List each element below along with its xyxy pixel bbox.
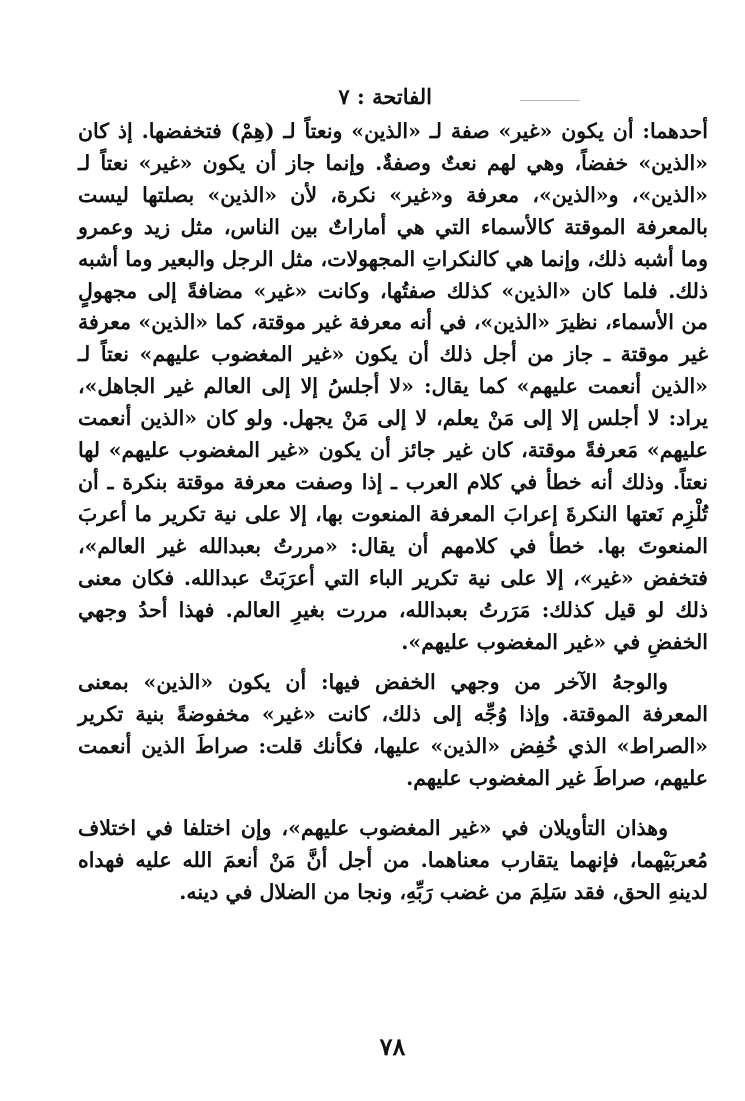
page-footer — [0, 1032, 745, 1061]
page-header — [80, 84, 680, 114]
page-body — [78, 116, 708, 909]
paragraph-conclusion: وهذان التأويلان في «غير المغضوب عليهم»، وإن اختلفا في اختلاف مُعربَيْهما، فإنهما يتقارب معناهما. من أجل أنَّ مَنْ أنعمَ الله عليه فهداه لدينهِ الحق، فقد سَلِمَ من غضب رَبِّهِ، ونجا من الضلال في دينه. — [78, 816, 708, 904]
header-divider — [520, 100, 580, 101]
page-number: ٧٨ — [379, 1032, 406, 1061]
running-title: الفاتحة : ٧ — [338, 84, 432, 109]
paragraph-second-reading: والوجهُ الآخر من وجهي الخفض فيها: أن يكون «الذين» بمعنى المعرفة الموقتة. وإذا وُجِّه إلى ذلك، كانت «غير» مخفوضةً بنية تكرير «الصراط» الذي خُفِض «الذين» عليها، فكأنك قلت: صراطَ الذين أنعمت عليهم، صراطَ غير المغضوب عليهم. — [78, 670, 708, 791]
paragraph-first-reading: أحدهما: أن يكون «غير» صفة لـ «الذين» ونعتاً لـ (هِمْ) فتخفضها. إذ كان «الذين» خفضاً، وهي لهم نعتٌ وصفةٌ. وإنما جاز أن يكون «غير» نعتاً لـ «الذين»، و«الذين»، معرفة و«غير» نكرة، لأن «الذين» بصلتها ليست بالمعرفة الموقتة كالأسماء التي هي أماراتٌ بين الناس، مثل زيد وعمرو وما أشبه ذلك، وإنما هي كالنكراتِ المجهولات، مثل الرجل والبعير وما أشبه ذلك. فلما كان «الذين» كذلك صفتُها، وكانت «غير» مضافةً إلى مجهولٍ من الأسماء، نظيرَ «الذين»، في أنه معرفة غير موقتة، كما «الذين» معرفة غير موقتة ـ جاز من أجل ذلك أن يكون «غير المغضوب عليهم» نعتاً لـ «الذين أنعمت عليهم» كما يقال: «لا أجلسُ إلا إلى العالم غير الجاهل»، يراد: لا أجلس إلا إلى مَنْ يعلم، لا إلى مَنْ يجهل. ولو كان «الذين أنعمت عليهم» مَعرفةً موقتة، كان غير جائز أن يكون «غير المغضوب عليهم» لها نعتاً. وذلك أنه خطأ في كلام العرب ـ إذا وصفت معرفة موقتة بنكرة ـ أن تُلْزِم نَعتها النكرةَ إعرابَ المعرفة المنعوت بها، إلا على نية تكرير ما أعربَ المنعوتَ بها. خطأ في كلامهم أن يقال: «مررتُ بعبدالله غير العالم»، فتخفض «غير»، إلا على نية تكرير الباء التي أعرَبَتْ عبدالله. فكان معنى ذلك لو قيل كذلك: مَرَرتُ بعبدالله، مررت بغيرِ العالم. فهذا أحدُ وجهي الخفضِ في «غير المغضوب عليهم». — [78, 119, 708, 654]
